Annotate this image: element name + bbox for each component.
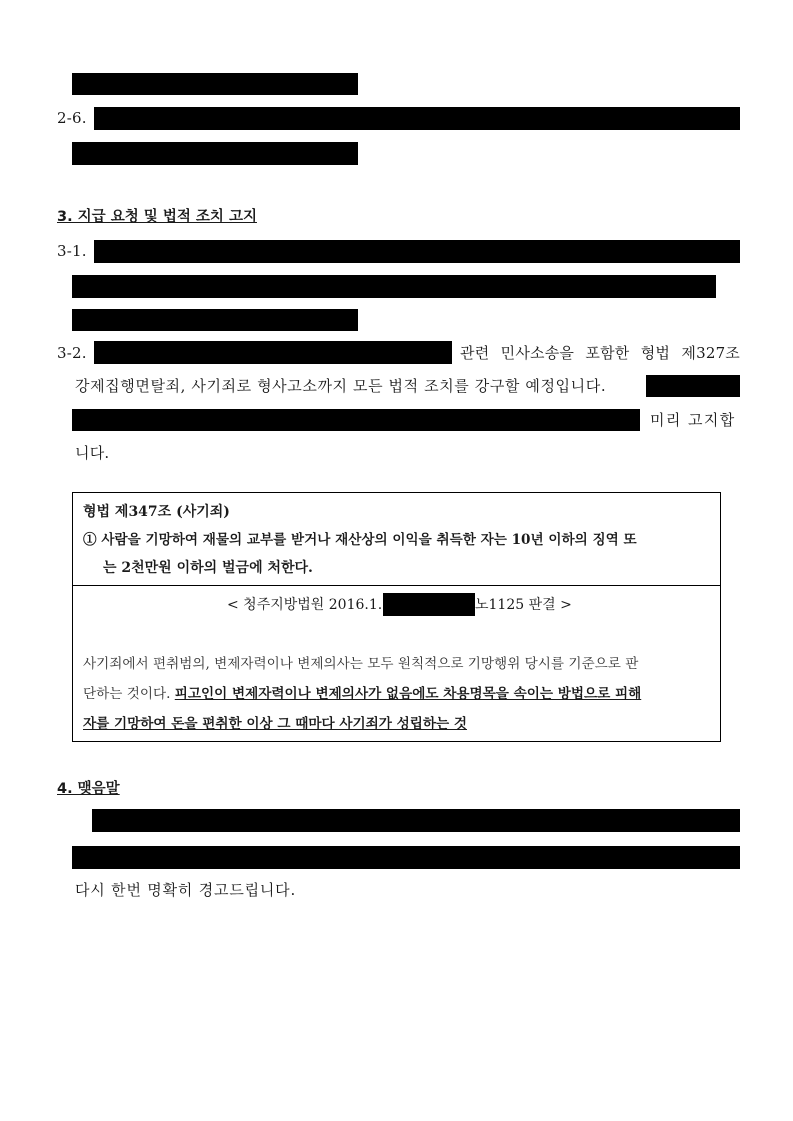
item-3-2-line2-text: 강제집행면탈죄, 사기죄로 형사고소까지 모든 법적 조치를 강구할 예정입니다. [75,377,607,395]
redacted-block [72,309,358,331]
redacted-block [72,275,716,298]
case-citation-prefix: < 청주지방법원 2016.1. [227,597,383,613]
item-number-2-6: 2-6. [57,109,87,127]
redacted-block [92,809,740,832]
redacted-block [72,846,740,869]
item-number-3-2: 3-2. [57,344,87,362]
holding-line2-emphasis: 피고인이 변제자력이나 변제의사가 없음에도 차용명목을 속이는 방법으로 피해 [174,686,642,702]
holding-line3-emphasis: 자를 기망하여 돈을 편취한 이상 그 때마다 사기죄가 성립하는 것 [83,716,468,732]
redacted-case-number [383,593,475,616]
case-citation-suffix: 노1125 판결 > [475,597,572,613]
redacted-block [94,107,740,130]
redacted-block [646,375,740,397]
holding-line1: 사기죄에서 편취범의, 변제자력이나 변제의사는 모두 원칙적으로 기망행위 당시를 기준으로 판 [83,656,639,672]
item-number-3-1: 3-1. [57,242,87,260]
section-4-heading: 4. 맺음말 [57,781,120,797]
article-title: 형법 제347조 (사기죄) [83,504,230,520]
article-clause-line2: 는 2천만원 이하의 벌금에 처한다. [103,560,313,576]
redacted-block [94,240,740,263]
item-3-2-line4-text: 니다. [75,444,110,462]
item-3-2-line1-text: 관련 민사소송을 포함한 형법 제327조 [460,344,740,362]
article-clause-line1: ① 사람을 기망하여 재물의 교부를 받거나 재산상의 이익을 취득한 자는 10년 이하의 징역 또 [83,532,637,548]
section-3-heading: 3. 지급 요청 및 법적 조치 고지 [57,209,257,225]
box-divider [73,585,720,586]
redacted-block [72,142,358,165]
closing-line: 다시 한번 명확히 경고드립니다. [75,881,297,899]
redacted-block [72,409,640,431]
item-3-2-line3-text: 미리 고지합 [650,411,736,429]
legal-citation-box [72,492,721,742]
holding-line2 [83,684,641,704]
redacted-block [94,341,452,364]
holding-line2-plain: 단하는 것이다. [83,686,171,702]
redacted-block [72,73,358,95]
